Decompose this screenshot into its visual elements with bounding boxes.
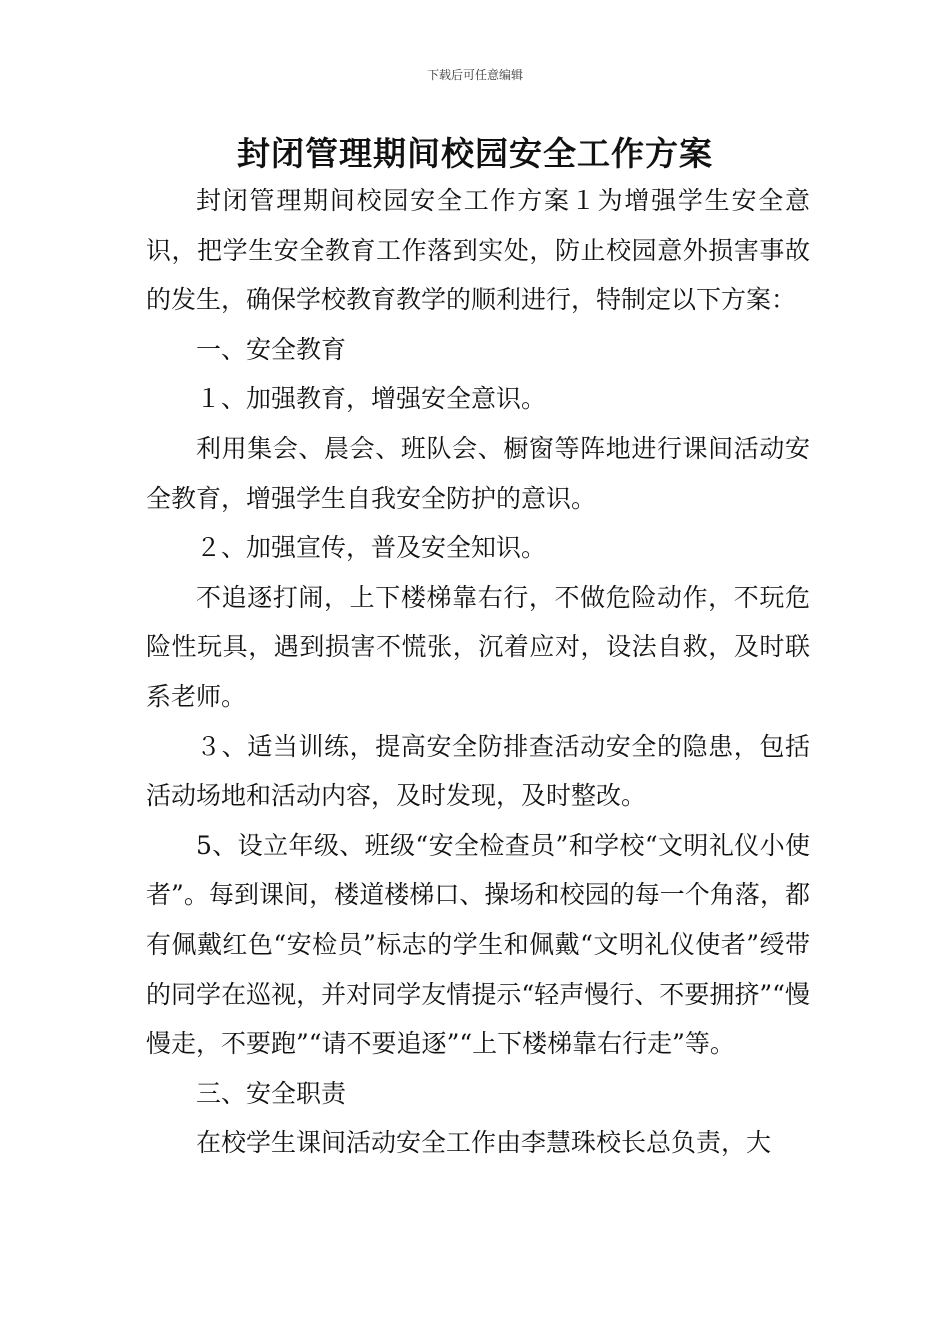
paragraph-responsibility: 在校学生课间活动安全工作由李慧珠校长总负责，大 [196,1128,772,1158]
paragraph-assembly-education: 利用集会、晨会、班队会、橱窗等阵地进行课间活动安全教育，增强学生自我安全防护的意识。 [146,433,810,513]
page-header-note: 下载后可任意编辑 [426,68,523,82]
paragraph-safety-rules: 不追逐打闹，上下楼梯靠右行，不做危险动作，不玩危险性玩具，遇到损害不慌张，沉着应对，设法自救，及时联系老师。 [146,582,810,711]
paragraph-intro: 封闭管理期间校园安全工作方案１为增强学生安全意识，把学生安全教育工作落到实处，防止校园意外损害事故的发生，确保学校教育教学的顺利进行，特制定以下方案： [146,186,810,315]
section-heading-safety-duties: 三、安全职责 [196,1078,347,1108]
document-title: 封闭管理期间校园安全工作方案 [237,134,713,173]
item-training-inspection: ３、适当训练，提高安全防排查活动安全的隐患，包括活动场地和活动内容，及时发现，及时整改。 [146,731,810,811]
item-strengthen-publicity: ２、加强宣传，普及安全知识。 [196,533,547,563]
item-strengthen-education: １、加强教育，增强安全意识。 [196,384,547,414]
document-body [146,176,810,1168]
paragraph-safety-inspectors: 5、设立年级、班级“安全检查员”和学校“文明礼仪小使者”。每到课间，楼道楼梯口、操场和校园的每一个角落，都有佩戴红色“安检员”标志的学生和佩戴“文明礼仪使者”绶带的同学在巡视，并对同学友情提示“轻声慢行、不要拥挤”“慢慢走，不要跑”“请不要追逐”“上下楼梯靠右行走”等。 [146,830,810,1059]
section-heading-safety-education: 一、安全教育 [196,334,347,364]
